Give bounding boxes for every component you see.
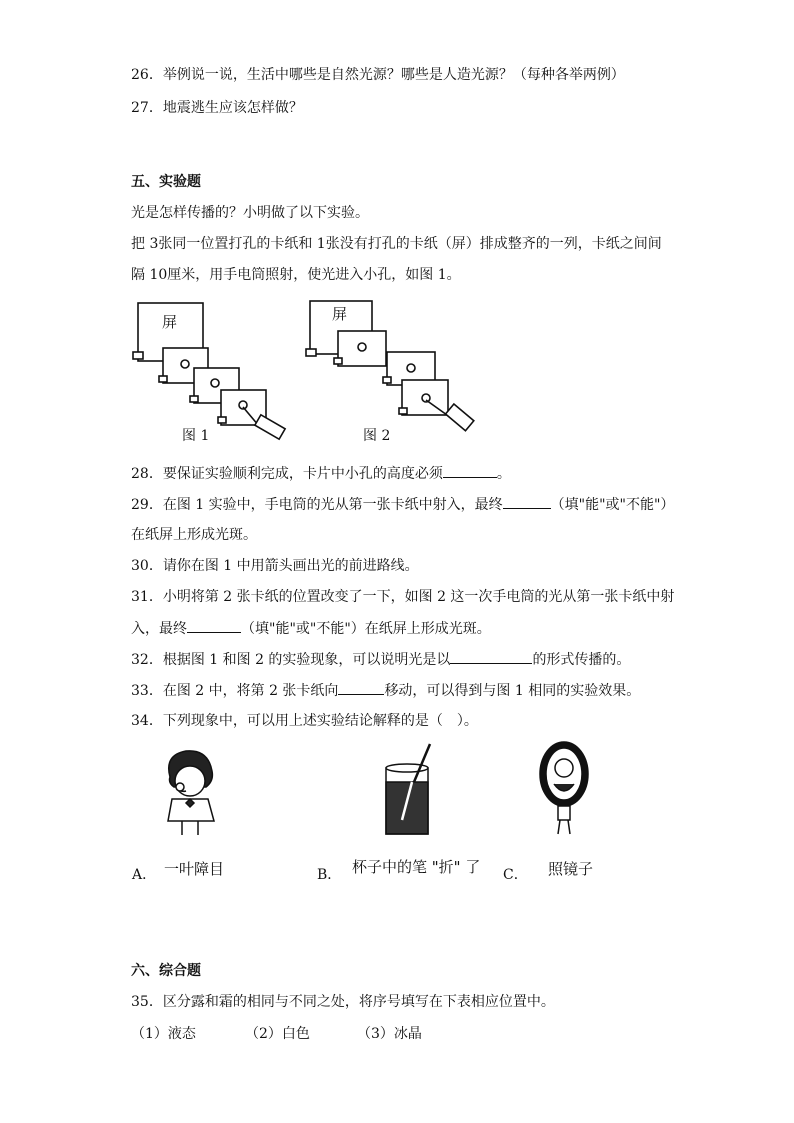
section-6-heading: 六、综合题 <box>131 963 201 979</box>
question-26: 26．举例说一说，生活中哪些是自然光源？哪些是人造光源？（每种各举两例） <box>131 67 625 83</box>
question-31-line-1: 31．小明将第 2 张卡纸的位置改变了一下，如图 2 这一次手电筒的光从第一张卡纸中射 <box>131 589 675 605</box>
answer-blank-28[interactable] <box>443 464 497 478</box>
question-28: 28．要保证实验顺利完成，卡片中小孔的高度必须 。 <box>131 466 511 482</box>
option-b-letter[interactable]: B． <box>317 867 342 883</box>
question-33: 33．在图 2 中，将第 2 张卡纸向 移动，可以得到与图 1 相同的实验效果。 <box>131 683 641 699</box>
answer-blank-32[interactable] <box>450 650 532 664</box>
option-a-text[interactable]: 一叶障目 <box>164 860 225 878</box>
question-29-text: 29．在图 1 实验中，手电筒的光从第一张卡纸中射入，最终 <box>131 497 503 513</box>
figure-1-label: 图 1 <box>182 428 210 444</box>
section-5-intro-1: 光是怎样传播的？小明做了以下实验。 <box>131 205 369 221</box>
answer-blank-29[interactable] <box>503 495 551 509</box>
figure-2-diagram <box>305 297 480 447</box>
question-29: 29．在图 1 实验中，手电筒的光从第一张卡纸中射入，最终 （填"能"或"不能"） <box>131 497 675 513</box>
choice-item-3: （3）冰晶 <box>357 1026 422 1042</box>
question-30: 30．请你在图 1 中用箭头画出光的前进路线。 <box>131 558 419 574</box>
option-c-mirror-illustration <box>536 740 592 840</box>
section-5-intro-3: 隔 10厘米，用手电筒照射，使光进入小孔，如图 1。 <box>131 267 461 283</box>
figure-1-diagram <box>130 297 295 447</box>
question-31-line-2: 入，最终 （填"能"或"不能"）在纸屏上形成光斑。 <box>131 621 491 637</box>
section-5-intro-2: 把 3张同一位置打孔的卡纸和 1张没有打孔的卡纸（屏）排成整齐的一列，卡纸之间间 <box>131 236 662 252</box>
screen-label: 屏 <box>332 305 348 323</box>
answer-blank-31[interactable] <box>187 619 241 633</box>
option-a-letter[interactable]: A． <box>132 867 157 883</box>
question-32: 32．根据图 1 和图 2 的实验现象，可以说明光是以 的形式传播的。 <box>131 652 631 668</box>
option-c-letter[interactable]: C． <box>503 867 528 883</box>
question-27: 27．地震逃生应该怎样做？ <box>131 100 303 116</box>
figure-2-label: 图 2 <box>363 428 391 444</box>
option-a-boy-illustration <box>160 747 222 839</box>
option-b-text[interactable]: 杯子中的笔 "折" 了 <box>352 858 481 876</box>
choice-item-2: （2）白色 <box>245 1026 310 1042</box>
question-29-line-2: 在纸屏上形成光斑。 <box>131 527 257 543</box>
question-28-text: 28．要保证实验顺利完成，卡片中小孔的高度必须 <box>131 466 443 482</box>
question-34: 34．下列现象中，可以用上述实验结论解释的是（ ）。 <box>131 713 478 729</box>
choice-item-1: （1）液态 <box>131 1026 196 1042</box>
option-c-text[interactable]: 照镜子 <box>548 860 594 878</box>
screen-label: 屏 <box>162 313 178 331</box>
section-5-heading: 五、实验题 <box>131 174 201 190</box>
option-b-glass-illustration <box>376 740 438 838</box>
answer-blank-33[interactable] <box>338 681 384 695</box>
question-35: 35．区分露和霜的相同与不同之处，将序号填写在下表相应位置中。 <box>131 994 555 1010</box>
